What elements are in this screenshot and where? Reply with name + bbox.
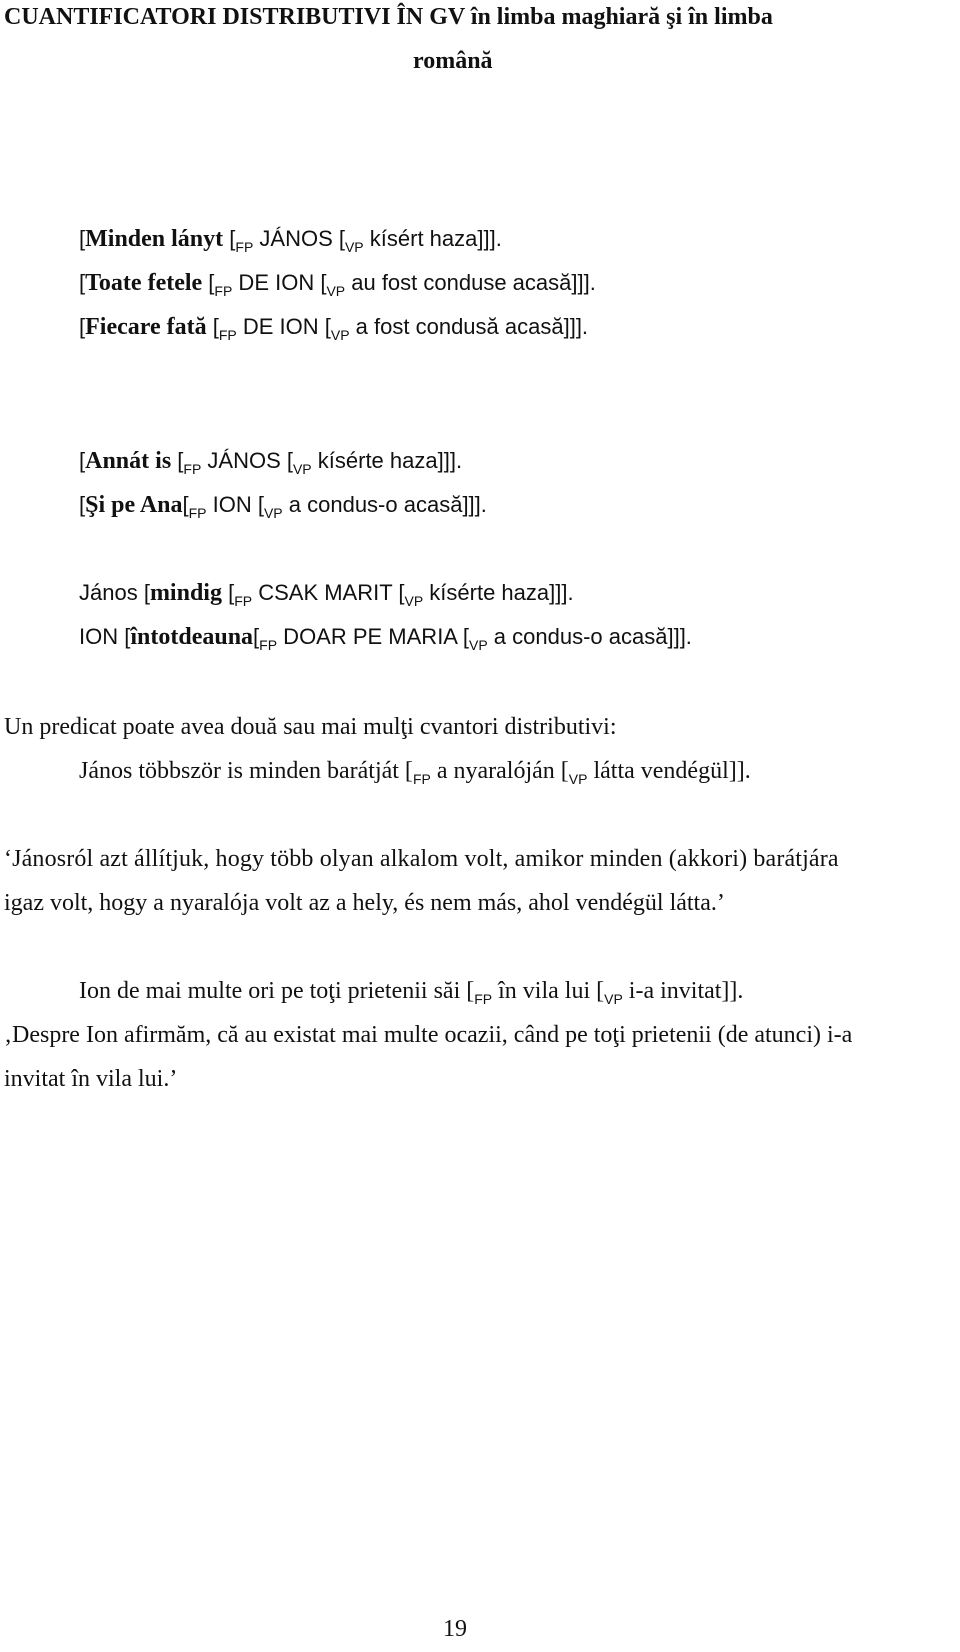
example-line: [Şi pe $Ana[_{FP}$ ION [$_{VP}$ a condus-o acasă]]]. <box>79 492 487 521</box>
example-line: [Toate fetele [$_{FP}$ DE ION [$_{VP}$ au fost conduse acasă]]]. <box>79 270 596 299</box>
example-line: János [mindig [$_{FP}$ CSAK MARIT [$_{VP}$ kísérte haza]]]. <box>79 580 574 609</box>
example-line: János többször is minden barátját [$_{FP}$ a nyaralóján [$_{VP}$ látta vendégül]]. <box>79 758 751 787</box>
gloss-line: ‚Despre Ion afirmăm, că au existat mai multe ocazii, când pe toţi prietenii (de atunci) i-a <box>4 1022 853 1048</box>
example-line: [Annát is [$_{FP}$ JÁNOS [$_{VP}$ kísérte haza]]]. <box>79 448 463 477</box>
example-line: ION [$întotdeauna[_{FP}$ DOAR PE MARIA [$_{VP}$ a condus-o acasă]]]. <box>79 624 692 653</box>
example-line: [Fiecare fată [$_{FP}$ DE ION [$_{VP}$ a fost condusă acasă]]]. <box>79 314 589 343</box>
gloss-line: invitat în vila lui.’ <box>4 1066 178 1092</box>
example-line: Ion de mai multe ori pe toţi prietenii săi [$_{FP}$ în vila lui [$_{VP}$ i-a invitat]]. <box>79 978 744 1007</box>
gloss-line: ‘Jánosról azt állítjuk, hogy több olyan alkalom volt, amikor minden (akkori) barátjára <box>4 846 839 872</box>
page-title-line1: CUANTIFICATORI DISTRIBUTIVI ÎN GV în limba maghiară şi în limba <box>4 4 773 30</box>
body-paragraph: Un predicat poate avea două sau mai mulţi cvantori distributivi: <box>4 714 617 740</box>
gloss-line: igaz volt, hogy a nyaralója volt az a hely, és nem más, ahol vendégül látta.’ <box>4 890 725 916</box>
example-line: [Minden lányt [$_{FP}$ JÁNOS [$_{VP}$ kísért haza]]]. <box>79 226 502 255</box>
page-number: 19 <box>443 1616 467 1642</box>
page-title-line2: română <box>413 48 493 74</box>
